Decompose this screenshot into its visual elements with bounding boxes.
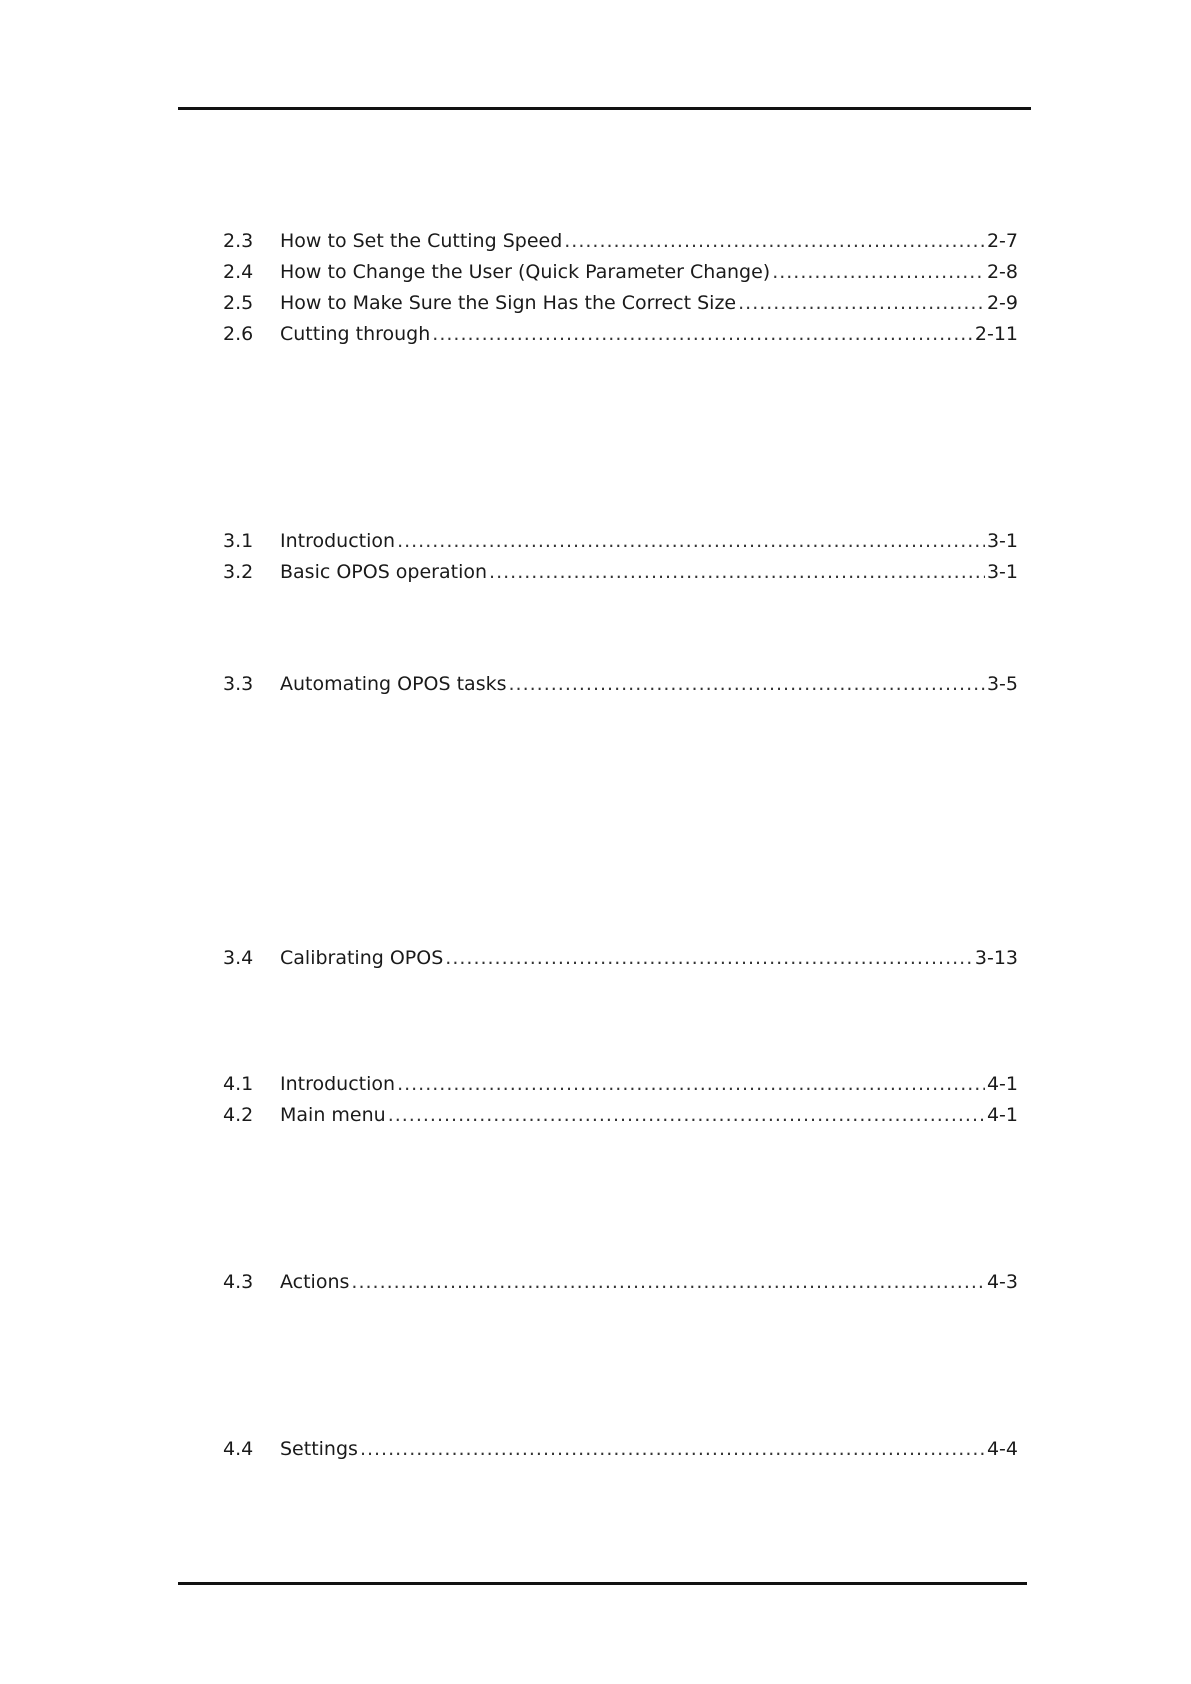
page-number: 2-11	[974, 323, 1018, 345]
section-title: Introduction	[280, 1073, 396, 1095]
section-title: Settings	[280, 1438, 358, 1460]
toc-entry[interactable]	[223, 526, 1018, 556]
dot-leader	[360, 1434, 985, 1464]
dot-leader	[738, 288, 985, 318]
section-number: 2.3	[223, 230, 254, 252]
section-number: 4.2	[223, 1104, 254, 1126]
page-number: 3-1	[986, 530, 1018, 552]
footer-rule	[178, 1582, 1027, 1585]
section-title: Main menu	[280, 1104, 386, 1126]
section-title: Automating OPOS tasks	[280, 673, 507, 695]
dot-leader	[564, 226, 985, 256]
page-number: 4-1	[986, 1073, 1018, 1095]
section-title: How to Change the User (Quick Parameter Change)	[280, 261, 771, 283]
dot-leader	[509, 669, 985, 699]
toc-entry[interactable]	[223, 1100, 1018, 1130]
section-title: Cutting through	[280, 323, 431, 345]
section-title: Basic OPOS operation	[280, 561, 488, 583]
toc-entry[interactable]	[223, 319, 1018, 349]
section-number: 2.6	[223, 323, 254, 345]
section-title: How to Set the Cutting Speed	[280, 230, 563, 252]
toc-entry[interactable]	[223, 557, 1018, 587]
toc-entry[interactable]	[223, 257, 1018, 287]
section-number: 4.4	[223, 1438, 254, 1460]
section-title: How to Make Sure the Sign Has the Correct Size	[280, 292, 737, 314]
section-number: 4.1	[223, 1073, 254, 1095]
section-title: Introduction	[280, 530, 396, 552]
page-number: 3-1	[986, 561, 1018, 583]
toc-entry[interactable]	[223, 1434, 1018, 1464]
toc-entry[interactable]	[223, 288, 1018, 318]
dot-leader	[445, 943, 973, 973]
page-number: 4-3	[986, 1271, 1018, 1293]
section-number: 3.3	[223, 673, 254, 695]
toc-entry[interactable]	[223, 669, 1018, 699]
toc-entry[interactable]	[223, 226, 1018, 256]
page-number: 3-5	[986, 673, 1018, 695]
dot-leader	[432, 319, 973, 349]
dot-leader	[388, 1100, 985, 1130]
dot-leader	[397, 526, 985, 556]
page-number: 2-8	[986, 261, 1018, 283]
section-number: 2.4	[223, 261, 254, 283]
page-number: 2-9	[986, 292, 1018, 314]
page-number: 4-1	[986, 1104, 1018, 1126]
toc-entry[interactable]	[223, 943, 1018, 973]
header-rule	[178, 107, 1031, 110]
section-number: 3.4	[223, 947, 254, 969]
dot-leader	[351, 1267, 985, 1297]
toc-entry[interactable]	[223, 1267, 1018, 1297]
section-number: 3.2	[223, 561, 254, 583]
page-number: 2-7	[986, 230, 1018, 252]
section-title: Calibrating OPOS	[280, 947, 444, 969]
section-title: Actions	[280, 1271, 350, 1293]
section-number: 4.3	[223, 1271, 254, 1293]
toc-entry[interactable]	[223, 1069, 1018, 1099]
page-number: 3-13	[974, 947, 1018, 969]
dot-leader	[397, 1069, 985, 1099]
page-number: 4-4	[986, 1438, 1018, 1460]
dot-leader	[772, 257, 985, 287]
section-number: 3.1	[223, 530, 254, 552]
dot-leader	[489, 557, 985, 587]
section-number: 2.5	[223, 292, 254, 314]
